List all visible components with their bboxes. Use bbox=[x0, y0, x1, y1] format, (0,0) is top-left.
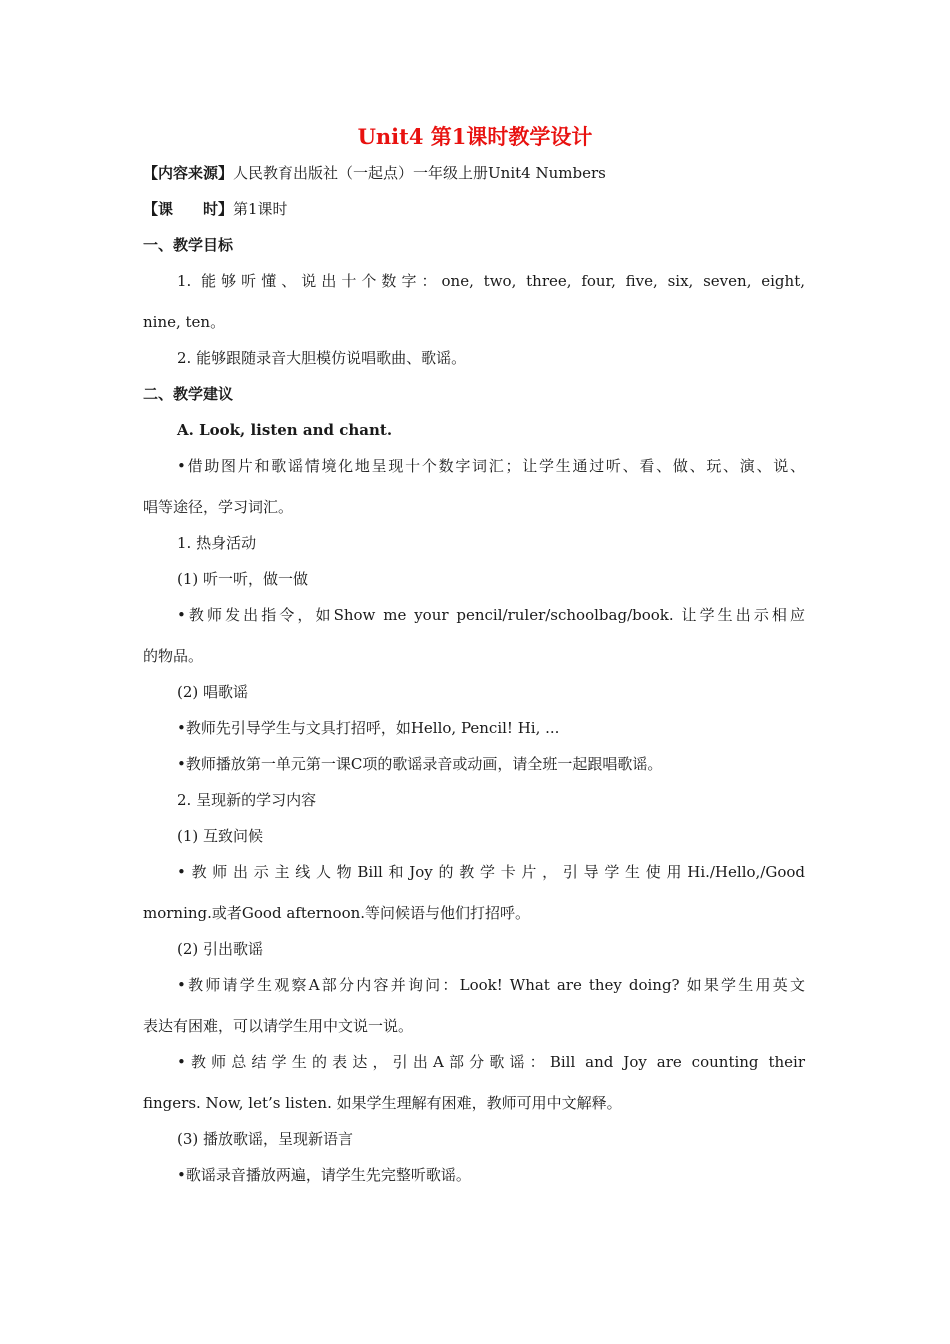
bullet-7-line-a: •教师总结学生的表达，引出A部分歌谣：Bill and Joy are counting their bbox=[177, 1053, 805, 1071]
bullet-7-line-b: fingers. Now, let’s listen. 如果学生理解有困难，教师可用中文解释。 bbox=[143, 1094, 622, 1112]
bullet-1-line-b: 唱等途径，学习词汇。 bbox=[143, 498, 294, 516]
content-source-text: 人民教育出版社（一起点）一年级上册Unit4 Numbers bbox=[233, 164, 606, 182]
bullet-2-line-b: 的物品。 bbox=[143, 647, 204, 665]
bullet-2-line-a: •教师发出指令，如Show me your pencil/ruler/schoolbag/book. 让学生出示相应 bbox=[177, 606, 805, 624]
bullet-3: •教师先引导学生与文具打招呼，如Hello, Pencil! Hi, ... bbox=[177, 719, 560, 737]
step-2-1-heading: (1) 互致问候 bbox=[177, 827, 264, 845]
content-source-line bbox=[143, 162, 606, 184]
bullet-5-line-b: morning.或者Good afternoon.等问候语与他们打招呼。 bbox=[143, 904, 531, 922]
bullet-6-line-a: •教师请学生观察A部分内容并询问：Look! What are they doing? 如果学生用英文 bbox=[177, 976, 805, 994]
goal-2: 2. 能够跟随录音大胆模仿说唱歌曲、歌谣。 bbox=[177, 349, 467, 367]
document-title: Unit4 第1课时教学设计 bbox=[357, 124, 593, 149]
step-1-2-heading: (2) 唱歌谣 bbox=[177, 683, 249, 701]
class-period-line bbox=[143, 198, 288, 220]
part-a-heading: A. Look, listen and chant. bbox=[177, 421, 393, 439]
bullet-4: •教师播放第一单元第一课C项的歌谣录音或动画，请全班一起跟唱歌谣。 bbox=[177, 755, 663, 773]
step-1-heading: 1. 热身活动 bbox=[177, 534, 257, 552]
step-2-heading: 2. 呈现新的学习内容 bbox=[177, 791, 317, 809]
section-heading-suggestions: 二、教学建议 bbox=[143, 385, 234, 403]
bullet-8: •歌谣录音播放两遍，请学生先完整听歌谣。 bbox=[177, 1166, 471, 1184]
goal-1-line-b: nine, ten。 bbox=[143, 313, 226, 331]
content-source-label: 【内容来源】 bbox=[143, 164, 234, 182]
goal-1-line-a: 1. 能够听懂、说出十个数字：one, two, three, four, five, six, seven, eight, bbox=[177, 272, 805, 290]
bullet-6-line-b: 表达有困难，可以请学生用中文说一说。 bbox=[143, 1017, 414, 1035]
class-period-label: 【课 时】 bbox=[143, 200, 234, 218]
class-period-text: 第1课时 bbox=[233, 200, 288, 218]
step-1-1-heading: (1) 听一听，做一做 bbox=[177, 570, 309, 588]
bullet-5-line-a: •教师出示主线人物Bill和Joy的教学卡片，引导学生使用Hi./Hello,/Good bbox=[177, 863, 805, 881]
step-2-2-heading: (2) 引出歌谣 bbox=[177, 940, 264, 958]
section-heading-goals: 一、教学目标 bbox=[143, 236, 234, 254]
bullet-1-line-a: •借助图片和歌谣情境化地呈现十个数字词汇；让学生通过听、看、做、玩、演、说、 bbox=[177, 457, 805, 475]
step-2-3-heading: (3) 播放歌谣，呈现新语言 bbox=[177, 1130, 354, 1148]
